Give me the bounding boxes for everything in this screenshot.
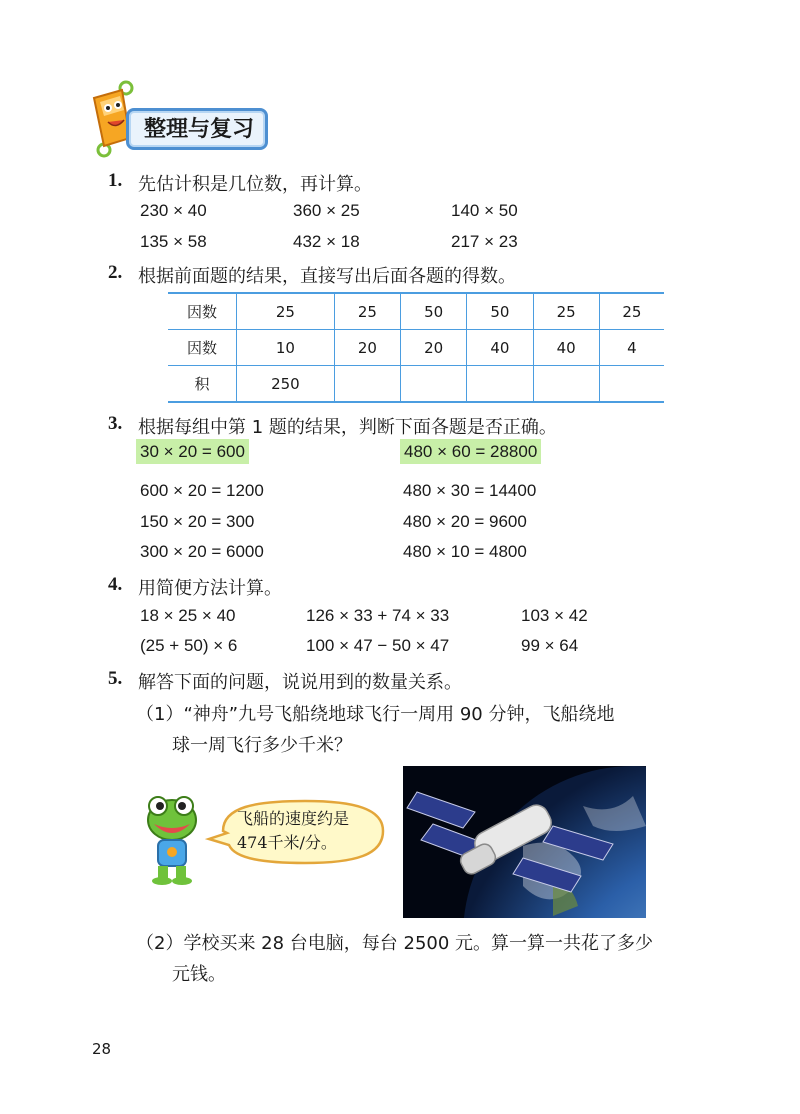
- row-label: 因数: [168, 330, 237, 366]
- q1-expr: 360 × 25: [293, 201, 360, 220]
- q4-expr: 99 × 64: [521, 636, 579, 655]
- row-label: 积: [168, 366, 237, 403]
- q1-expr: 432 × 18: [293, 232, 360, 251]
- answer-cell[interactable]: [401, 366, 467, 403]
- q5-sub2-line2: 元钱。: [172, 964, 226, 985]
- q1-expr: 217 × 23: [451, 232, 518, 251]
- q5-sub1-line1: （1）“神舟”九号飞船绕地球飞行一周用 90 分钟，飞船绕地: [136, 704, 615, 725]
- q3-expr: 480 × 10 = 4800: [403, 542, 527, 561]
- highlight-expr: 480 × 60 = 28800: [400, 439, 541, 464]
- answer-cell[interactable]: [599, 366, 664, 403]
- q3-expr: 480 × 30 = 14400: [403, 481, 537, 500]
- q2-number: 2.: [108, 262, 123, 283]
- table-row: [168, 293, 664, 330]
- q3-base-left: [136, 442, 249, 462]
- answer-cell[interactable]: [533, 366, 599, 403]
- q1-expr: 140 × 50: [451, 201, 518, 220]
- q4-number: 4.: [108, 574, 123, 595]
- table-cell: 25: [334, 293, 400, 330]
- q1-text: 先估计积是几位数，再计算。: [138, 174, 372, 195]
- q1-number: 1.: [108, 170, 123, 191]
- table-cell: 20: [401, 330, 467, 366]
- bubble-text: [237, 807, 349, 855]
- q2-text: 根据前面题的结果，直接写出后面各题的得数。: [138, 266, 516, 287]
- bubble-line: 飞船的速度约是: [237, 809, 350, 828]
- q5-sub2-line1: （2）学校买来 28 台电脑，每台 2500 元。算一算一共花了多少: [136, 933, 654, 954]
- answer-cell[interactable]: [467, 366, 533, 403]
- table-cell: 25: [237, 293, 335, 330]
- q5-number: 5.: [108, 668, 123, 689]
- factor-table: [168, 292, 664, 403]
- q3-expr: 300 × 20 = 6000: [140, 542, 264, 561]
- table-row: [168, 366, 664, 403]
- q3-base-right: [400, 442, 541, 462]
- speech-bubble: [205, 797, 387, 867]
- q3-text: 根据每组中第 1 题的结果，判断下面各题是否正确。: [138, 417, 557, 438]
- bubble-line: 474千米/分。: [237, 833, 337, 852]
- q1-expr: 135 × 58: [140, 232, 207, 251]
- page-number: 28: [92, 1040, 112, 1058]
- q5-sub1-line2: 球一周飞行多少千米？: [172, 735, 352, 756]
- table-cell: 40: [467, 330, 533, 366]
- table-cell: 50: [401, 293, 467, 330]
- q4-text: 用简便方法计算。: [138, 578, 282, 599]
- table-cell: 40: [533, 330, 599, 366]
- table-row: [168, 330, 664, 366]
- answer-cell[interactable]: [334, 366, 400, 403]
- q5-text: 解答下面的问题，说说用到的数量关系。: [138, 672, 462, 693]
- q3-expr: 150 × 20 = 300: [140, 512, 255, 531]
- q4-expr: (25 + 50) × 6: [140, 636, 238, 655]
- q4-expr: 100 × 47 − 50 × 47: [306, 636, 450, 655]
- spacecraft-earth-image: [403, 766, 646, 918]
- answer-cell[interactable]: 250: [237, 366, 335, 403]
- q4-expr: 126 × 33 + 74 × 33: [306, 606, 450, 625]
- q4-expr: 103 × 42: [521, 606, 588, 625]
- table-cell: 50: [467, 293, 533, 330]
- q4-expr: 18 × 25 × 40: [140, 606, 236, 625]
- section-header-badge: [86, 78, 276, 158]
- q1-expr: 230 × 40: [140, 201, 207, 220]
- q3-number: 3.: [108, 413, 123, 434]
- table-cell: 20: [334, 330, 400, 366]
- highlight-expr: 30 × 20 = 600: [136, 439, 249, 464]
- q3-expr: 480 × 20 = 9600: [403, 512, 527, 531]
- q3-expr: 600 × 20 = 1200: [140, 481, 264, 500]
- frog-mascot-icon: [140, 794, 204, 886]
- table-cell: 10: [237, 330, 335, 366]
- table-cell: 4: [599, 330, 664, 366]
- table-cell: 25: [599, 293, 664, 330]
- row-label: 因数: [168, 293, 237, 330]
- page-title: 整理与复习: [144, 117, 255, 142]
- table-cell: 25: [533, 293, 599, 330]
